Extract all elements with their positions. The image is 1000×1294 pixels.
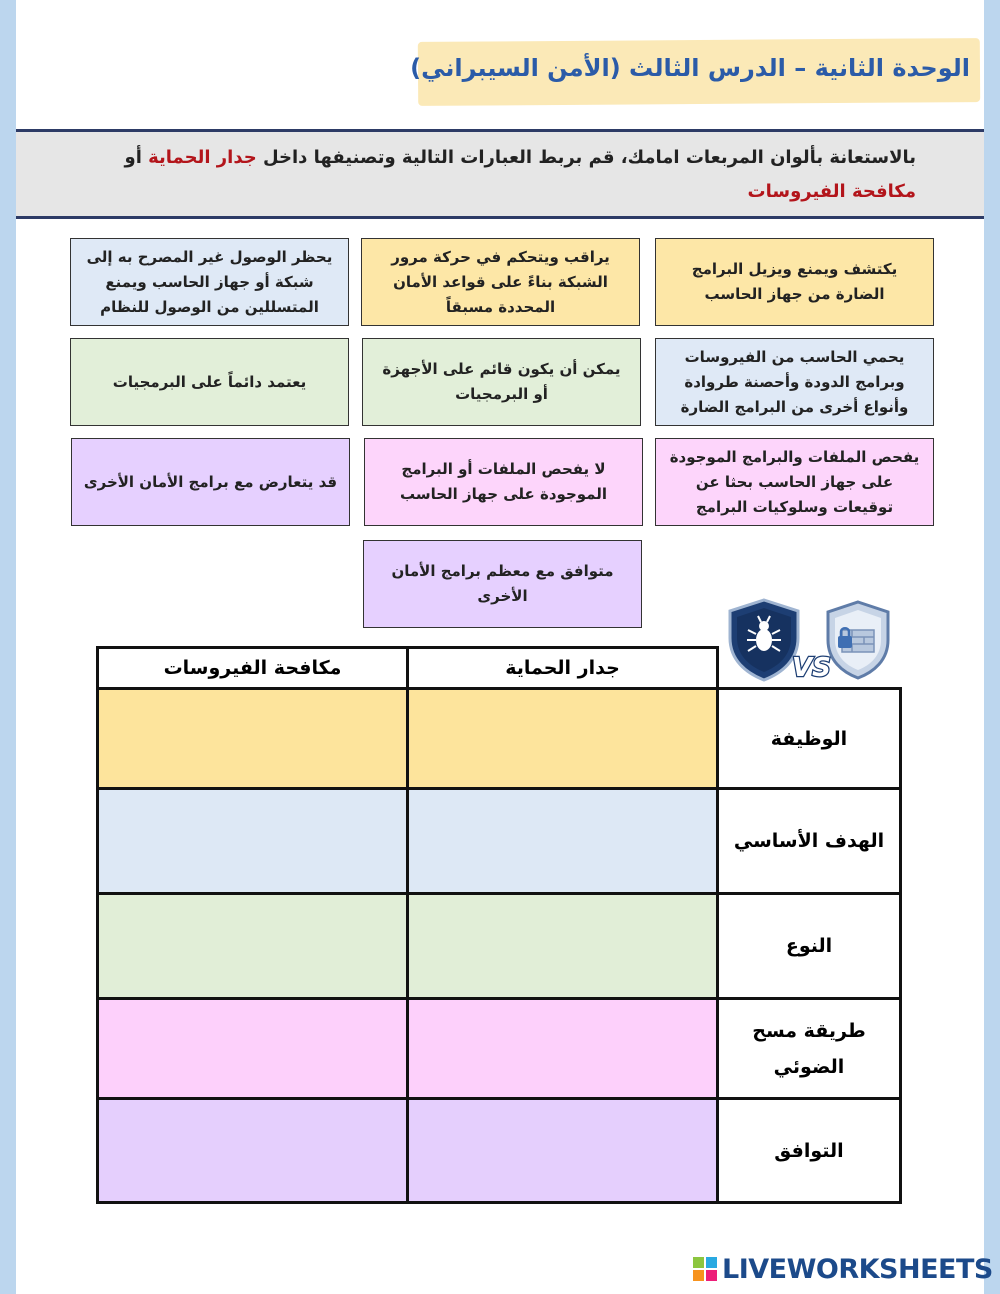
card-blocks-unauthorized-access[interactable]: يحظر الوصول غير المصرح به إلى شبكة أو جهاز الحاسب ويمنع المتسللين من الوصول للنظام: [70, 238, 349, 326]
drop-zone-antivirus-compat[interactable]: [98, 1099, 408, 1203]
card-always-software[interactable]: يعتمد دائماً على البرمجيات: [70, 338, 349, 426]
row-label-scan: طريقة مسح الضوئي: [718, 999, 901, 1099]
row-label-function: الوظيفة: [718, 689, 901, 789]
card-scans-files[interactable]: يفحص الملفات والبرامج الموجودة على جهاز الحاسب بحثا عن توقيعات وسلوكيات البرامج: [655, 438, 934, 526]
classification-table: [96, 646, 902, 1204]
header-antivirus: مكافحة الفيروسات: [98, 648, 408, 689]
row-label-compat: التوافق: [718, 1099, 901, 1203]
liveworksheets-logo: [692, 1253, 993, 1285]
right-border-strip: [984, 0, 1000, 1294]
drop-zone-firewall-compat[interactable]: [408, 1099, 718, 1203]
instruction-firewall: جدار الحماية: [148, 147, 257, 168]
drop-zone-antivirus-function[interactable]: [98, 689, 408, 789]
card-may-conflict[interactable]: قد يتعارض مع برامج الأمان الأخرى: [71, 438, 350, 526]
table-row: [98, 894, 901, 999]
drop-zone-antivirus-type[interactable]: [98, 894, 408, 999]
table-row: [98, 1099, 901, 1203]
instruction-text: [116, 141, 916, 209]
table-row: [98, 999, 901, 1099]
logo-text: LIVEWORKSHEETS: [722, 1253, 993, 1285]
table-row: [98, 789, 901, 894]
row-label-goal: الهدف الأساسي: [718, 789, 901, 894]
instruction-part1: بالاستعانة بألوان المربعات امامك، قم بربط العبارات التالية وتصنيفها داخل: [256, 147, 916, 168]
logo-blocks-icon: [692, 1256, 718, 1282]
table-row: [98, 689, 901, 789]
instruction-connector: أو: [124, 147, 149, 168]
instruction-antivirus: مكافحة الفيروسات: [747, 181, 916, 202]
card-compatible[interactable]: متوافق مع معظم برامج الأمان الأخرى: [363, 540, 642, 628]
card-monitors-network-traffic[interactable]: يراقب ويتحكم في حركة مرور الشبكة بناءً على قواعد الأمان المحددة مسبقاً: [361, 238, 640, 326]
page-title: الوحدة الثانية – الدرس الثالث (الأمن السيبراني): [410, 54, 970, 82]
row-label-type: النوع: [718, 894, 901, 999]
drop-zone-firewall-type[interactable]: [408, 894, 718, 999]
header-firewall: جدار الحماية: [408, 648, 718, 689]
card-does-not-scan-files[interactable]: لا يفحص الملفات أو البرامج الموجودة على جهاز الحاسب: [364, 438, 643, 526]
drop-zone-firewall-function[interactable]: [408, 689, 718, 789]
drop-zone-antivirus-goal[interactable]: [98, 789, 408, 894]
drop-zone-antivirus-scan[interactable]: [98, 999, 408, 1099]
drop-zone-firewall-scan[interactable]: [408, 999, 718, 1099]
vs-label: VS: [792, 653, 831, 682]
card-hardware-or-software[interactable]: يمكن أن يكون قائم على الأجهزة أو البرمجيات: [362, 338, 641, 426]
header-blank: [718, 648, 901, 689]
left-border-strip: [0, 0, 16, 1294]
card-protects-from-viruses[interactable]: يحمي الحاسب من الفيروسات وبرامج الدودة وأحصنة طروادة وأنواع أخرى من البرامج الضارة: [655, 338, 934, 426]
card-detects-removes-malware[interactable]: يكتشف ويمنع ويزيل البرامج الضارة من جهاز الحاسب: [655, 238, 934, 326]
drop-zone-firewall-goal[interactable]: [408, 789, 718, 894]
